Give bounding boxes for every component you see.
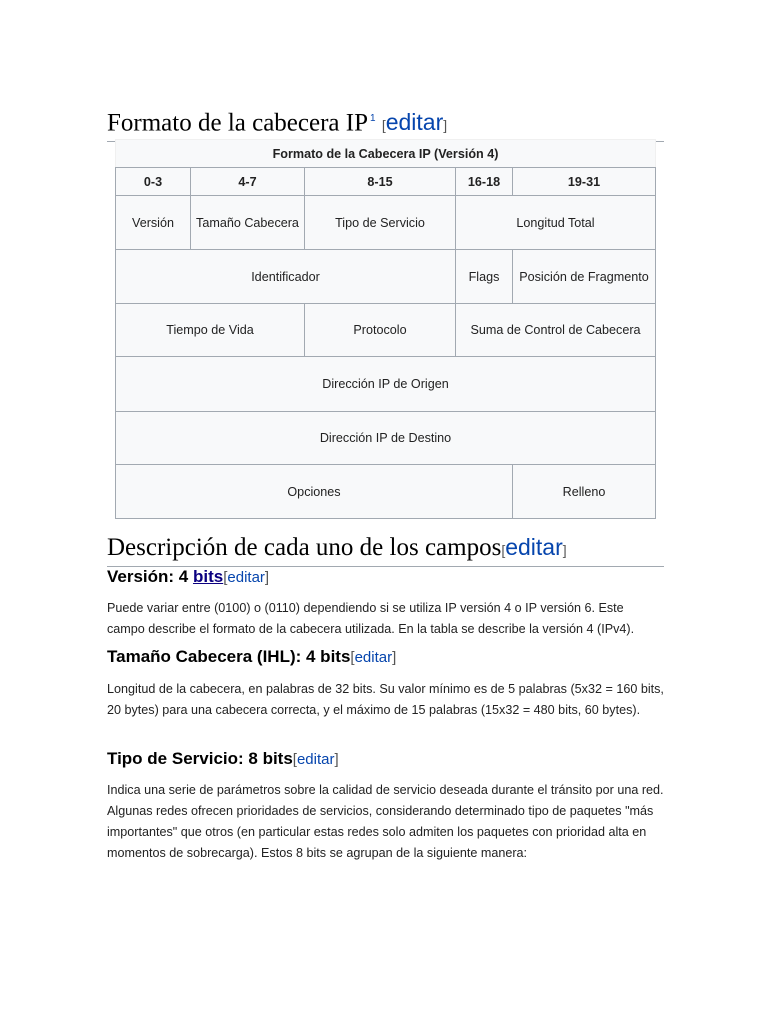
cell-identifier: Identificador — [116, 250, 456, 304]
reference-link[interactable]: 1 — [370, 113, 376, 124]
subsection-title: Tipo de Servicio: 8 bits — [107, 749, 293, 768]
table-row — [116, 196, 656, 250]
bracket-close: ] — [264, 569, 270, 586]
table-caption: Formato de la Cabecera IP (Versión 4) — [115, 139, 656, 167]
cell-header-length: Tamaño Cabecera — [191, 196, 305, 250]
paragraph-ihl: Longitud de la cabecera, en palabras de 32 bits. Su valor mínimo es de 5 palabras (5x32 = 160 bits, 20 bytes) para una cabecera correcta, y el máximo de 15 palabras (15x32 = 480 bits, 60 bytes). — [107, 682, 664, 717]
paragraph-tos: Indica una serie de parámetros sobre la calidad de servicio deseada durante el tránsito por una red. Algunas redes ofrecen prioridades de servicios, considerando determinado tipo de paquetes "más importantes" que otros (en particular estas redes solo admiten los paquetes con prioridad alta en momentos de sobrecarga). Estos 8 bits se agrupan de la siguiente manera: — [107, 783, 664, 860]
edit-link[interactable]: editar — [296, 751, 335, 768]
bracket-close: ] — [562, 542, 567, 558]
subsection-heading-ihl — [107, 646, 396, 669]
cell-destination-address: Dirección IP de Destino — [116, 412, 656, 465]
bracket-open: [ — [292, 751, 297, 768]
cell-total-length: Longitud Total — [456, 196, 656, 250]
section-title: Descripción de cada uno de los campos — [107, 534, 502, 561]
cell-padding: Relleno — [513, 465, 656, 519]
cell-protocol: Protocolo — [305, 304, 456, 357]
section-heading-field-descriptions — [107, 532, 664, 567]
edit-section-wrapper — [501, 534, 567, 560]
edit-link[interactable]: editar — [227, 569, 265, 586]
bracket-open: [ — [223, 569, 228, 586]
table-row — [116, 465, 656, 519]
cell-source-address: Dirección IP de Origen — [116, 357, 656, 412]
cell-ttl: Tiempo de Vida — [116, 304, 305, 357]
table-header-row — [116, 168, 656, 196]
edit-section-wrapper — [381, 109, 448, 136]
section-title: Formato de la cabecera IP — [107, 109, 368, 137]
column-header: 0-3 — [116, 168, 191, 196]
bracket-close: ] — [443, 117, 448, 134]
paragraph-version: Puede variar entre (0100) o (0110) dependiendo si se utiliza IP versión 4 o IP versión 6. Este campo describe el formato de la cabecera utilizada. En la tabla se describe la versión 4 (IPv4). — [107, 601, 635, 636]
cell-version: Versión — [116, 196, 191, 250]
bits-link[interactable]: bits — [192, 567, 224, 586]
cell-flags: Flags — [456, 250, 513, 304]
edit-link[interactable]: editar — [505, 534, 563, 560]
edit-section-wrapper — [223, 569, 269, 586]
table-row — [116, 304, 656, 357]
edit-section-wrapper — [350, 649, 396, 666]
subsection-heading-version — [107, 566, 269, 589]
cell-type-of-service: Tipo de Servicio — [305, 196, 456, 250]
table-row — [116, 250, 656, 304]
cell-options: Opciones — [116, 465, 513, 519]
subsection-title: Versión: 4 — [107, 567, 193, 586]
section-heading-ip-header-format — [107, 104, 664, 142]
ip-header-table — [115, 139, 656, 519]
cell-checksum: Suma de Control de Cabecera — [456, 304, 656, 357]
bracket-open: [ — [381, 117, 386, 134]
edit-section-wrapper — [293, 751, 339, 768]
bracket-close: ] — [334, 751, 339, 768]
edit-link[interactable]: editar — [385, 109, 444, 136]
column-header: 8-15 — [305, 168, 456, 196]
column-header: 4-7 — [191, 168, 305, 196]
cell-fragment-offset: Posición de Fragmento — [513, 250, 656, 304]
bracket-open: [ — [350, 649, 355, 666]
subsection-heading-tos — [107, 748, 339, 771]
subsection-title: Tamaño Cabecera (IHL): 4 bits — [107, 647, 351, 666]
column-header: 16-18 — [456, 168, 513, 196]
bracket-open: [ — [501, 542, 506, 558]
table-row — [116, 412, 656, 465]
table-row — [116, 357, 656, 412]
edit-link[interactable]: editar — [354, 649, 393, 666]
column-header: 19-31 — [513, 168, 656, 196]
bracket-close: ] — [392, 649, 397, 666]
